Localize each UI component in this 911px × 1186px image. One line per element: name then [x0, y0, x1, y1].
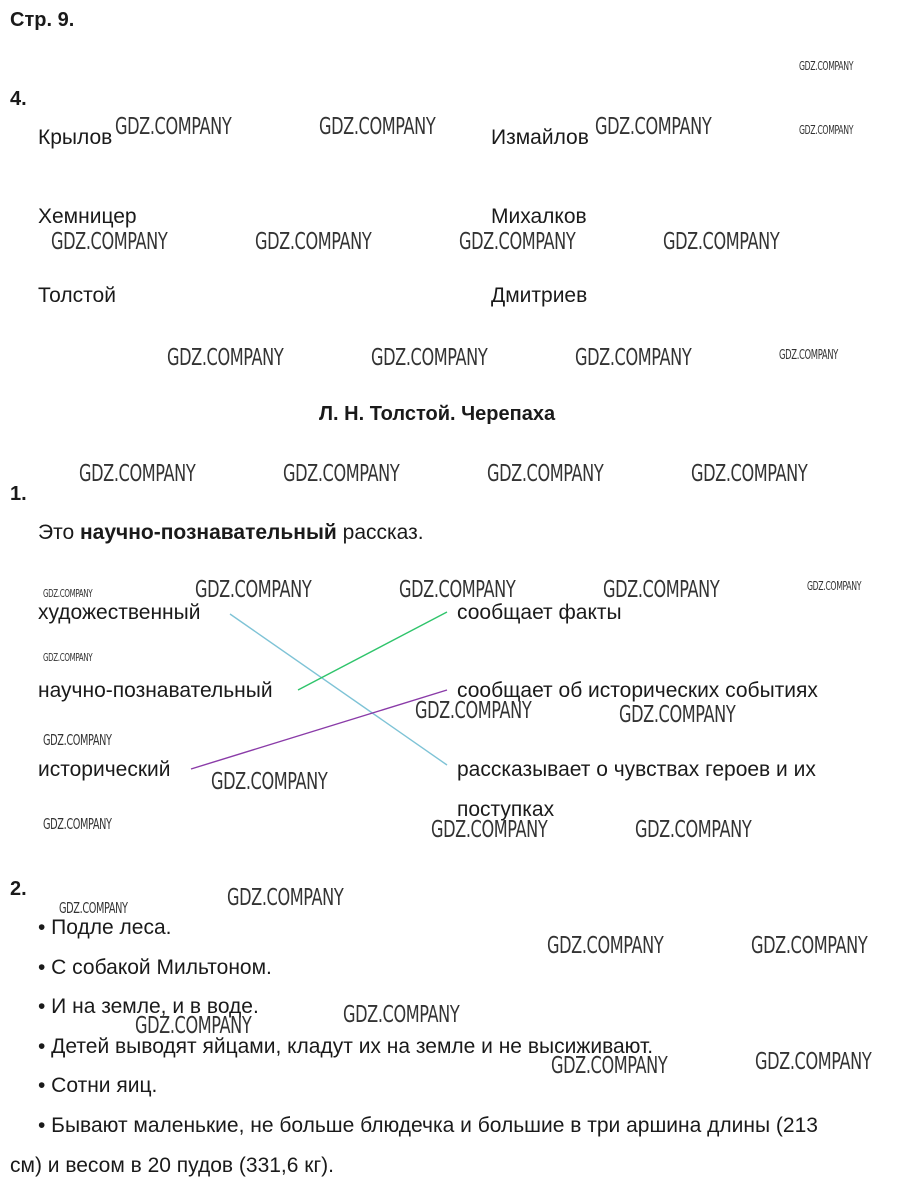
match-right-history: сообщает об исторических событиях	[457, 679, 818, 702]
watermark: GDZ.COMPANY	[319, 114, 436, 140]
answer-3: • И на земле, и в воде.	[38, 995, 259, 1018]
watermark: GDZ.COMPANY	[59, 899, 128, 917]
match-left-artistic: художественный	[38, 601, 201, 624]
name-mikhalkov: Михалков	[491, 205, 587, 228]
watermark: GDZ.COMPANY	[603, 577, 720, 603]
task4-number: 4.	[10, 88, 27, 110]
match-left-historical: исторический	[38, 758, 171, 781]
watermark: GDZ.COMPANY	[779, 348, 838, 363]
watermark: GDZ.COMPANY	[399, 577, 516, 603]
watermark: GDZ.COMPANY	[43, 815, 112, 833]
watermark: GDZ.COMPANY	[43, 587, 93, 600]
watermark: GDZ.COMPANY	[79, 461, 196, 487]
answer-1: • Подле леса.	[38, 916, 172, 939]
watermark: GDZ.COMPANY	[227, 885, 344, 911]
watermark: GDZ.COMPANY	[343, 1002, 460, 1028]
watermark: GDZ.COMPANY	[51, 229, 168, 255]
watermark: GDZ.COMPANY	[43, 651, 93, 664]
answer-2: • С собакой Мильтоном.	[38, 956, 272, 979]
watermark: GDZ.COMPANY	[115, 114, 232, 140]
match-right-feelings-cont: поступках	[457, 798, 555, 821]
section-title: Л. Н. Толстой. Черепаха	[319, 403, 556, 425]
match-left-scientific: научно-познавательный	[38, 679, 273, 702]
watermark: GDZ.COMPANY	[487, 461, 604, 487]
watermark: GDZ.COMPANY	[43, 731, 112, 749]
watermark: GDZ.COMPANY	[371, 345, 488, 371]
line-scientific-to-facts	[298, 612, 447, 690]
watermark: GDZ.COMPANY	[135, 1013, 252, 1039]
watermark: GDZ.COMPANY	[431, 817, 548, 843]
line-artistic-to-feelings	[230, 614, 447, 765]
watermark: GDZ.COMPANY	[807, 579, 862, 593]
watermark: GDZ.COMPANY	[547, 933, 664, 959]
watermark: GDZ.COMPANY	[619, 702, 736, 728]
watermark: GDZ.COMPANY	[255, 229, 372, 255]
match-right-facts: сообщает факты	[457, 601, 622, 624]
watermark: GDZ.COMPANY	[751, 933, 868, 959]
watermark: GDZ.COMPANY	[575, 345, 692, 371]
answer-4: • Детей выводят яйцами, кладут их на земле и не высиживают.	[38, 1035, 654, 1058]
watermark: GDZ.COMPANY	[799, 123, 854, 137]
watermark: GDZ.COMPANY	[551, 1053, 668, 1079]
watermark: GDZ.COMPANY	[283, 461, 400, 487]
watermark: GDZ.COMPANY	[459, 229, 576, 255]
line-historical-to-history	[191, 690, 447, 769]
name-krylov: Крылов	[38, 126, 113, 149]
match-right-feelings: рассказывает о чувствах героев и их	[457, 758, 816, 781]
name-dmitriev: Дмитриев	[491, 284, 588, 307]
sentence-start: Это	[38, 521, 80, 544]
watermark: GDZ.COMPANY	[663, 229, 780, 255]
sentence-end: рассказ.	[336, 521, 424, 544]
watermark: GDZ.COMPANY	[167, 345, 284, 371]
answer-5: • Сотни яиц.	[38, 1074, 158, 1097]
watermark: GDZ.COMPANY	[799, 59, 854, 73]
watermark: GDZ.COMPANY	[755, 1049, 872, 1075]
watermark: GDZ.COMPANY	[691, 461, 808, 487]
sentence-bold: научно-познавательный	[80, 521, 337, 544]
name-khemnitser: Хемницер	[38, 205, 137, 228]
watermark: GDZ.COMPANY	[635, 817, 752, 843]
answer-6-cont: см) и весом в 20 пудов (331,6 кг).	[10, 1154, 334, 1177]
task2-number: 2.	[10, 878, 27, 900]
name-izmaylov: Измайлов	[491, 126, 589, 149]
watermark: GDZ.COMPANY	[415, 698, 532, 724]
name-tolstoy: Толстой	[38, 284, 116, 307]
watermark: GDZ.COMPANY	[211, 769, 328, 795]
watermark: GDZ.COMPANY	[595, 114, 712, 140]
answer-6: • Бывают маленькие, не больше блюдечка и большие в три аршина длины (213	[38, 1114, 818, 1137]
task1-number: 1.	[10, 483, 27, 505]
page-label: Стр. 9.	[10, 9, 75, 31]
watermark: GDZ.COMPANY	[195, 577, 312, 603]
